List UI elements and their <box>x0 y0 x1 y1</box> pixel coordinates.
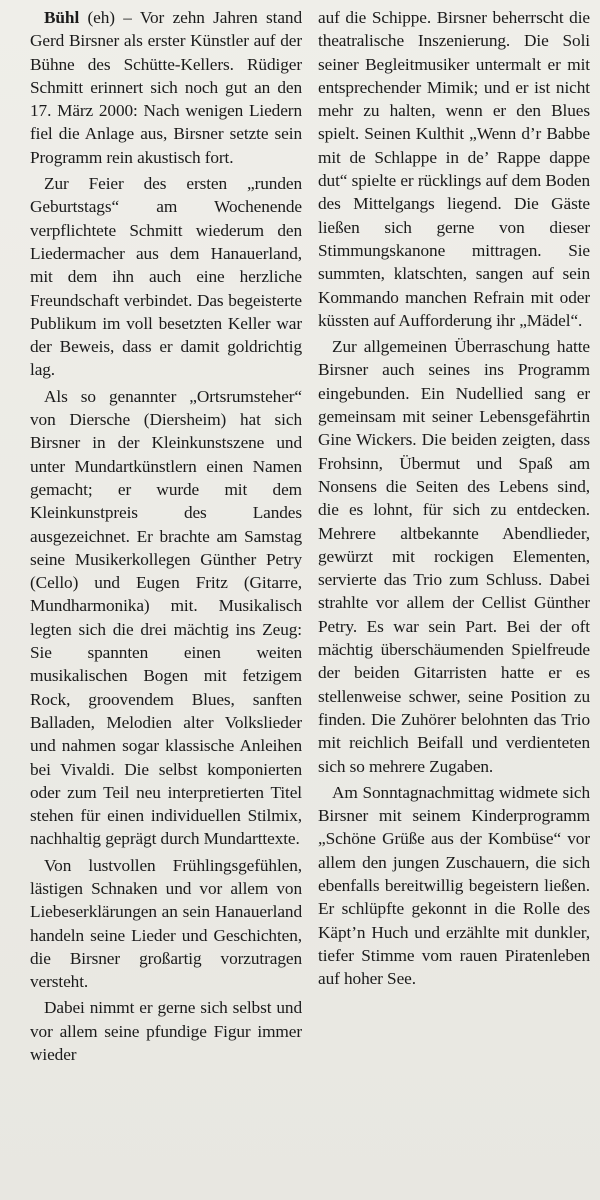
article-paragraph: auf die Schippe. Birsner beherrscht die theatralische Inszenierung. Die Soli seiner Begleitmusiker untermalt er mit entsprechender Mimik; und er ist nicht mehr zu halten, wenn er den Blues spielt. Seinen Kulthit „Wenn d’r Babbe mit de Schlappe in de’ Rappe dappe dut“ spielte er rücklings auf dem Boden des Mittelgangs liegend. Die Gäste ließen sich gerne von dieser Stimmungskanone mittragen. Sie summten, klatschten, sangen auf sein Kommando manchen Refrain mit oder küssten auf Aufforderung ihr „Mädel“. <box>318 8 590 330</box>
article-body <box>30 6 590 1069</box>
lead-paragraph-text: (eh) – Vor zehn Jahren stand Gerd Birsner als erster Künstler auf der Bühne des Schütte-Kellers. Rüdiger Schmitt erinnert sich noch gut an den 17. März 2000: Nach wenigen Liedern fiel die Anlage aus, Birsner setzte sein Programm rein akustisch fort. <box>30 8 302 167</box>
article-paragraph: Zur Feier des ersten „runden Geburtstags“ am Wochenende verpflichtete Schmitt wiederum den Liedermacher aus dem Hanauerland, mit dem ihn auch eine herzliche Freundschaft verbindet. Das begeisterte Publikum im voll besetzten Keller war der Beweis, dass er damit goldrichtig lag. <box>30 174 302 380</box>
article-paragraph <box>30 6 302 169</box>
article-paragraph: Dabei nimmt er gerne sich selbst und vor allem seine pfundige Figur immer wieder <box>30 998 302 1065</box>
article-paragraph: Am Sonntagnachmittag widmete sich Birsner mit seinem Kinderprogramm „Schöne Grüße aus der Kombüse“ vor allem den jungen Zuschauern, die sich ebenfalls bereitwillig begeistern ließen. Er schlüpfte gekonnt in die Rolle des Käpt’n Huch und erzählte mit dunkler, tiefer Stimme vom rauen Piratenleben auf hoher See. <box>318 782 590 989</box>
article-column-left <box>30 6 302 1069</box>
article-paragraph: Von lustvollen Frühlingsgefühlen, lästigen Schnaken und vor allem von Liebeserklärungen an sein Hanauerland handeln seine Lieder und Geschichten, die Birsner großartig vorzutragen versteht. <box>30 855 302 992</box>
article-paragraph: Zur allgemeinen Überraschung hatte Birsner auch seines ins Programm eingebunden. Ein Nudellied sang er gemeinsam mit seiner Lebensgefährtin Gine Wickers. Die beiden zeigten, dass Frohsinn, Übermut und Spaß am Nonsens die Seiten des Lebens sind, die es lohnt, für sich zu entdecken. Mehrere altbekannte Abendlieder, gewürzt mit rockigen Elementen, servierte das Trio zum Schluss. Dabei strahlte vor allem der Cellist Günther Petry. Es war sein Part. Bei der oft mächtig überschäumenden Spielfreude der beiden Gitarristen hatte er es stellenweise schwer, seine Position zu finden. Die Zuhörer belohnten das Trio mit reichlich Beifall und verdienteten sich so mehrere Zugaben. <box>318 337 590 776</box>
article-paragraph: Als so genannter „Ortsrumsteher“ von Diersche (Diersheim) hat sich Birsner in der Kleinkunstszene und unter Mundartkünstlern einen Namen gemacht; er wurde mit dem Kleinkunstpreis des Landes ausgezeichnet. Er brachte am Samstag seine Musikerkollegen Günther Petry (Cello) und Eugen Fritz (Gitarre, Mundharmonika) mit. Musikalisch legten sich die drei mächtig ins Zeug: Sie spannten einen weiten musikalischen Bogen mit fetzigem Rock, groovendem Blues, sanften Balladen, Melodien alter Volkslieder und nahmen sogar klassische Anleihen bei Vivaldi. Die selbst komponierten oder zum Teil neu interpretierten Titel stehen für einen individuellen Stilmix, nachhaltig geprägt durch Mundarttexte. <box>30 386 302 849</box>
dateline-place: Bühl <box>44 8 80 27</box>
article-column-right <box>318 6 590 1069</box>
